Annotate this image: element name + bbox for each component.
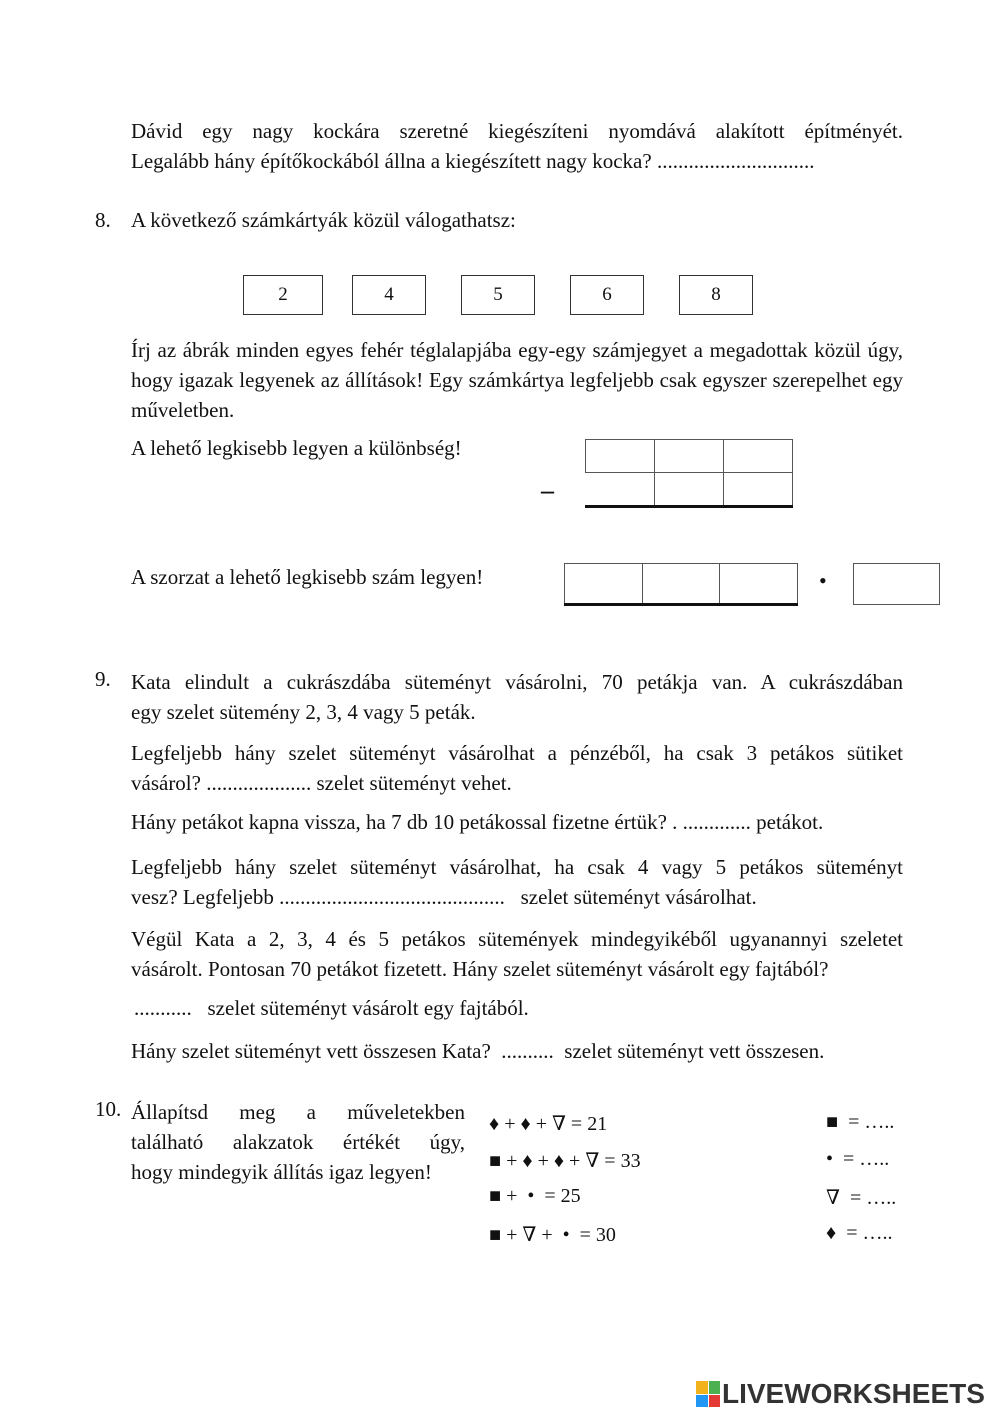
- difference-top-digit-3[interactable]: [723, 439, 793, 473]
- product-underline: [564, 603, 798, 606]
- intro-line-1: Dávid egy nagy kockára szeretné kiegészíteni nyomdává alakított építményét.: [131, 119, 903, 143]
- product-label: A szorzat a lehető legkisebb szám legyen!: [131, 565, 484, 589]
- difference-bottom-digit-2[interactable]: [723, 472, 793, 507]
- q9-intro: [131, 667, 903, 727]
- product-factor-digit-2[interactable]: [642, 563, 720, 605]
- shape-value-answer[interactable]: • = …..: [826, 1148, 890, 1170]
- q9-part-a: [131, 738, 903, 798]
- q9-part-d: [131, 924, 903, 984]
- shape-value-answer[interactable]: ■ = …..: [826, 1111, 895, 1133]
- liveworksheets-logo: [696, 1377, 985, 1411]
- q9-part-c: [131, 852, 903, 912]
- q8-number: 8.: [95, 208, 111, 232]
- product-factor-digit-1[interactable]: [564, 563, 643, 605]
- equation: ■ + ♦ + ♦ + ∇ = 33: [489, 1150, 641, 1172]
- q10-text: [131, 1097, 465, 1187]
- q9-part-b[interactable]: Hány petákot kapna vissza, ha 7 db 10 petákossal fizetne értük? . ............. petákot.: [131, 810, 824, 834]
- equation: ♦ + ♦ + ∇ = 21: [489, 1113, 608, 1135]
- shape-value-answer[interactable]: ∇ = …..: [826, 1187, 897, 1209]
- q9-intro-line-2: egy szelet sütemény 2, 3, 4 vagy 5 peták.: [131, 700, 476, 724]
- difference-top-digit-1[interactable]: [585, 439, 655, 473]
- logo-square: [696, 1395, 708, 1408]
- logo-square: [709, 1395, 721, 1408]
- logo-square: [696, 1381, 708, 1394]
- liveworksheets-logo-icon: [696, 1381, 720, 1407]
- multiply-sign: •: [819, 568, 827, 593]
- q9-number: 9.: [95, 667, 111, 691]
- difference-label: A lehető legkisebb legyen a különbség!: [131, 436, 462, 460]
- number-card-value: 8: [711, 284, 721, 305]
- intro-line-2: Legalább hány építőkockából állna a kiegészített nagy kocka? ..............................: [131, 149, 815, 173]
- q8-instructions: Írj az ábrák minden egyes fehér téglalapjába egy-egy számjegyet a megadottak közül úgy, hogy igazak legyenek az állítások! Egy számkártya legfeljebb csak egyszer szerepelhet egy műveletben.: [131, 338, 903, 422]
- q9-part-d-answer[interactable]: ........... szelet süteményt vásárolt egy fajtából.: [134, 996, 529, 1020]
- q10-text-line-2: található alakzatok értékét úgy,: [131, 1130, 465, 1154]
- q9-part-a-line-1: Legfeljebb hány szelet süteményt vásárolhat a pénzéből, ha csak 3 petákos sütiket: [131, 741, 903, 765]
- number-card-value: 4: [384, 284, 394, 305]
- number-card-value: 2: [278, 284, 288, 305]
- difference-top-digit-2[interactable]: [654, 439, 724, 473]
- product-multiplier-digit[interactable]: [853, 563, 940, 605]
- q9-intro-line-1: Kata elindult a cukrászdába süteményt vásárolni, 70 petákja van. A cukrászdában: [131, 670, 903, 694]
- difference-result-line: [585, 505, 793, 508]
- number-card: [243, 275, 323, 315]
- number-card: [679, 275, 753, 315]
- q9-part-d-line-2: vásárolt. Pontosan 70 petákot fizetett. Hány szelet süteményt vásárolt egy fajtából?: [131, 957, 829, 981]
- q9-part-d-line-1: Végül Kata a 2, 3, 4 és 5 petákos sütemények mindegyikéből ugyanannyi szeletet: [131, 927, 903, 951]
- equation: ■ + ∇ + • = 30: [489, 1224, 616, 1246]
- q10-text-line-3: hogy mindegyik állítás igaz legyen!: [131, 1160, 432, 1184]
- liveworksheets-logo-text: LIVEWORKSHEETS: [722, 1378, 985, 1409]
- number-card-value: 6: [602, 284, 612, 305]
- minus-sign: –: [541, 476, 554, 505]
- q9-part-e[interactable]: Hány szelet süteményt vett összesen Kata? .......... szelet süteményt vett összesen.: [131, 1039, 825, 1063]
- difference-bottom-digit-1[interactable]: [654, 472, 724, 507]
- intro-paragraph: [131, 116, 903, 176]
- q9-part-a-line-2[interactable]: vásárol? .................... szelet süteményt vehet.: [131, 771, 512, 795]
- number-card-value: 5: [493, 284, 503, 305]
- q10-number: 10.: [95, 1097, 122, 1121]
- product-factor-digit-3[interactable]: [719, 563, 798, 605]
- logo-square: [709, 1381, 721, 1394]
- shape-value-answer[interactable]: ♦ = …..: [826, 1222, 893, 1244]
- number-card: [352, 275, 426, 315]
- q10-text-line-1: Állapítsd meg a műveletekben: [131, 1100, 465, 1124]
- number-card: [570, 275, 644, 315]
- q9-part-c-line-1: Legfeljebb hány szelet süteményt vásárolhat, ha csak 4 vagy 5 petákos süteményt: [131, 855, 903, 879]
- equation: ■ + • = 25: [489, 1185, 581, 1207]
- q8-prompt: A következő számkártyák közül válogathatsz:: [131, 208, 516, 232]
- number-card: [461, 275, 535, 315]
- q9-part-c-line-2[interactable]: vesz? Legfeljebb ........................................... szelet süteményt vásárolhat.: [131, 885, 757, 909]
